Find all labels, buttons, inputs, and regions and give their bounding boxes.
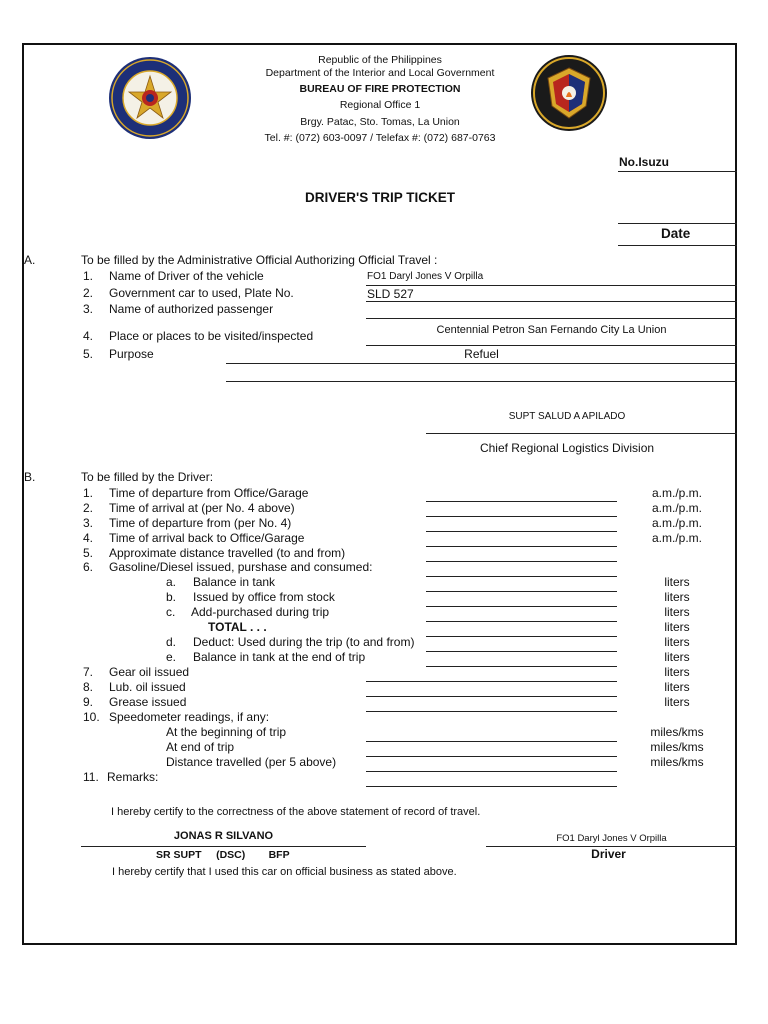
b6d-line [426,651,617,652]
b6c-label: Add-purchased during trip [191,605,330,619]
a1-driver-name-value: FO1 Daryl Jones V Orpilla [367,271,484,282]
document-title: DRIVER'S TRIP TICKET [305,190,455,205]
b6-line [426,576,617,577]
section-a-letter: A. [24,253,36,267]
b6c-letter: c. [166,605,176,619]
date-label: Date [661,226,691,241]
a3-line [366,318,737,319]
b10-number: 10. [83,710,100,724]
b6e-line [426,666,617,667]
a5-number: 5. [83,347,94,361]
b10-start-line [366,741,617,742]
b10-end-label: At end of trip [166,740,235,754]
signatory-name: SUPT SALUD A APILADO [508,411,626,422]
b8-unit: liters [664,680,690,694]
a2-line [366,301,737,302]
b9-label: Grease issued [109,695,187,709]
driver-label: Driver [591,847,626,861]
b6-total-line [426,636,617,637]
approver-title: SR SUPT (DSC) BFP [156,849,290,861]
b10-label: Speedometer readings, if any: [109,710,270,724]
b6d-letter: d. [166,635,177,649]
b6b-letter: b. [166,590,177,604]
b4-line [426,546,617,547]
b2-line [426,516,617,517]
no-label: No.Isuzu [619,155,669,169]
bfp-seal-left-icon [108,56,192,140]
b11-number: 11. [83,770,99,784]
b9-number: 9. [83,695,94,709]
a3-number: 3. [83,302,94,316]
section-b-heading: To be filled by the Driver: [81,470,214,484]
signatory-line [426,433,737,434]
a3-label: Name of authorized passenger [109,302,274,316]
b5-line [426,561,617,562]
b11-line [366,786,617,787]
b1-unit: a.m./p.m. [651,486,702,500]
a5-line-2 [226,381,737,382]
driver-signature-name: FO1 Daryl Jones V Orpilla [556,833,667,844]
b8-number: 8. [83,680,94,694]
b10-end-line [366,756,617,757]
b3-line [426,531,617,532]
b5-label: Approximate distance travelled (to and from) [109,546,346,560]
b3-number: 3. [83,516,94,530]
b1-number: 1. [83,486,94,500]
b6a-letter: a. [166,575,177,589]
a5-purpose-value: Refuel [464,347,499,361]
a4-line [366,345,737,346]
b6a-label: Balance in tank [193,575,276,589]
b4-label: Time of arrival back to Office/Garage [109,531,305,545]
a4-label: Place or places to be visited/inspected [109,329,314,343]
b6a-unit: liters [664,575,690,589]
b7-line [366,681,617,682]
approver-name: JONAS R SILVANO [173,830,274,842]
a4-number: 4. [83,329,94,343]
a2-plate-value: SLD 527 [367,287,414,301]
b3-unit: a.m./p.m. [651,516,702,530]
b1-label: Time of departure from Office/Garage [109,486,309,500]
header-bureau: BUREAU OF FIRE PROTECTION [299,83,461,95]
a4-place-value: Centennial Petron San Fernando City La Union [436,324,667,336]
b6e-label: Balance in tank at the end of trip [193,650,366,664]
b2-label: Time of arrival at (per No. 4 above) [109,501,295,515]
b6b-label: Issued by office from stock [193,590,335,604]
b9-unit: liters [664,695,690,709]
b3-label: Time of departure from (per No. 4) [109,516,292,530]
b10-start-unit: miles/kms [650,725,704,739]
header-regional-office: Regional Office 1 [339,99,421,111]
b6c-unit: liters [664,605,690,619]
b6-label: Gasoline/Diesel issued, purshase and consumed: [109,560,373,574]
b2-unit: a.m./p.m. [651,501,702,515]
b6d-unit: liters [664,635,690,649]
signatory-title: Chief Regional Logistics Division [479,441,655,455]
section-a-heading: To be filled by the Administrative Official Authorizing Official Travel : [81,253,438,267]
b6a-line [426,591,617,592]
header-department: Department of the Interior and Local Government [265,67,495,79]
b10-distance-line [366,771,617,772]
certify-record-text: I hereby certify to the correctness of the above statement of record of travel. [111,806,481,818]
a1-line [366,285,737,286]
b6b-line [426,606,617,607]
b1-line [426,501,617,502]
header-republic: Republic of the Philippines [318,54,442,66]
bfp-seal-right-icon [530,54,608,132]
b8-line [366,696,617,697]
b10-distance-unit: miles/kms [650,755,704,769]
b4-unit: a.m./p.m. [651,531,702,545]
b6-total-label: TOTAL . . . [208,620,267,634]
header-address: Brgy. Patac, Sto. Tomas, La Union [300,116,460,128]
b5-number: 5. [83,546,94,560]
b10-end-unit: miles/kms [650,740,704,754]
approver-line [81,846,366,847]
b11-label: Remarks: [107,770,159,784]
b7-number: 7. [83,665,94,679]
b6-total-unit: liters [664,620,690,634]
date-line-top [618,223,737,224]
a5-label: Purpose [109,347,154,361]
certify-official-use-text: I hereby certify that I used this car on official business as stated above. [112,866,457,878]
b7-label: Gear oil issued [109,665,190,679]
a1-label: Name of Driver of the vehicle [109,269,264,283]
date-line [618,245,737,246]
no-line [618,171,737,172]
b6e-unit: liters [664,650,690,664]
b9-line [366,711,617,712]
a2-number: 2. [83,286,94,300]
b6c-line [426,621,617,622]
b7-unit: liters [664,665,690,679]
b4-number: 4. [83,531,94,545]
a2-label: Government car to used, Plate No. [109,286,294,300]
section-b-letter: B. [24,470,36,484]
header-telephone: Tel. #: (072) 603-0097 / Telefax #: (072) 687-0763 [264,132,496,144]
b6-number: 6. [83,560,94,574]
a5-line [226,363,737,364]
b8-label: Lub. oil issued [109,680,186,694]
a1-number: 1. [83,269,94,283]
b6b-unit: liters [664,590,690,604]
b10-start-label: At the beginning of trip [166,725,287,739]
b2-number: 2. [83,501,94,515]
b10-distance-label: Distance travelled (per 5 above) [166,755,337,769]
b6d-label: Deduct: Used during the trip (to and from) [193,635,415,649]
b6e-letter: e. [166,650,177,664]
